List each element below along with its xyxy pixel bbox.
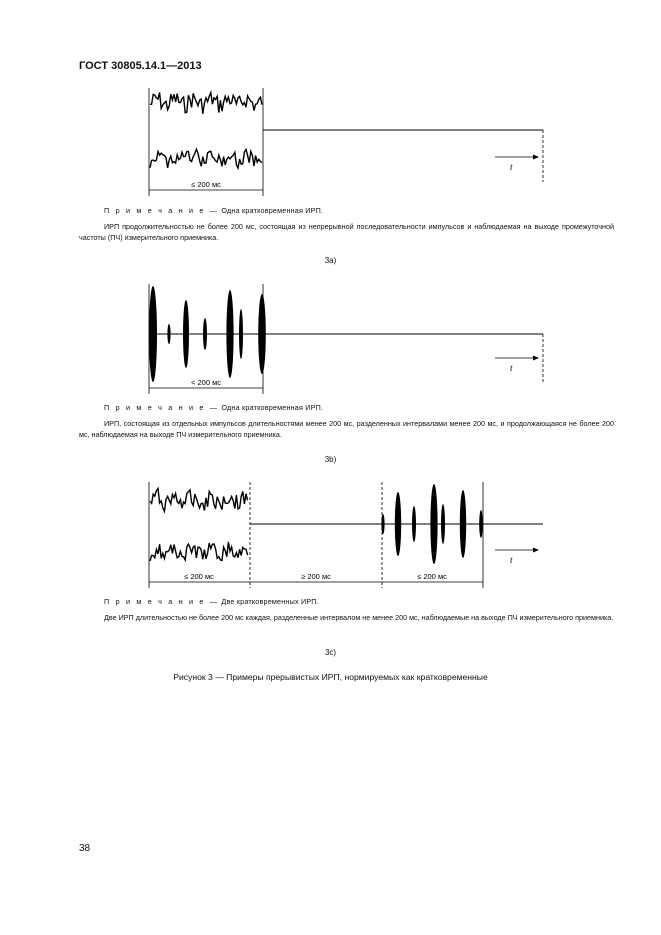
figure-3c-note: П р и м е ч а н и е — Две кратковременных ИРП.: [104, 597, 319, 606]
pulse-burst: [149, 286, 157, 382]
pulse-burst: [381, 514, 384, 534]
pulse-burst: [430, 484, 437, 564]
noise-envelope-upper: [150, 92, 262, 113]
arrow-head: [533, 548, 539, 553]
time-axis-label: t: [510, 555, 513, 565]
arrow-head: [533, 155, 539, 160]
dimension-label: ≤ 200 мс: [184, 572, 214, 581]
document-header: ГОСТ 30805.14.1—2013: [79, 60, 202, 72]
noise-envelope-upper: [150, 489, 248, 512]
dimension-label: < 200 мс: [191, 378, 221, 387]
figure-3c-diagram: [0, 474, 661, 592]
dimension-label: ≤ 200 мс: [191, 180, 221, 189]
figure-3b-note: П р и м е ч а н и е — Одна кратковременная ИРП.: [104, 403, 324, 412]
time-axis-label: t: [510, 162, 513, 172]
figure-3a-sublabel: 3a): [324, 256, 337, 265]
figure-caption: Рисунок 3 — Примеры прерывистых ИРП, нормируемых как кратковременные: [173, 672, 488, 682]
pulse-burst: [226, 290, 233, 378]
pulse-burst: [441, 504, 445, 544]
figure-3c-description: Две ИРП длительностью не более 200 мс каждая, разделенные интервалом не менее 200 мс, наблюдаемые на выходе ПЧ измерительного приемника.: [104, 613, 614, 622]
figure-3c-sublabel: 3c): [324, 648, 337, 657]
time-axis-label: t: [510, 363, 513, 373]
pulse-burst: [479, 510, 483, 538]
pulse-burst: [395, 492, 401, 556]
pulse-burst: [203, 318, 207, 350]
pulse-burst: [460, 490, 466, 558]
pulse-burst: [183, 300, 189, 368]
figure-3a-diagram: [0, 80, 661, 200]
page-number: 38: [79, 843, 91, 854]
figure-3b-sublabel: 3b): [324, 455, 337, 464]
dimension-label: ≤ 200 мс: [417, 572, 447, 581]
noise-envelope-lower: [150, 149, 262, 168]
figure-3b-diagram: [0, 276, 661, 398]
arrow-head: [533, 356, 539, 361]
noise-envelope-lower: [150, 542, 248, 561]
pulse-burst: [167, 324, 170, 344]
pulse-burst: [412, 506, 416, 542]
figure-3a-note: П р и м е ч а н и е — Одна кратковременная ИРП.: [104, 206, 324, 215]
figure-3a-description: ИРП продолжительностью не более 200 мс, состоящая из непрерывной последовательности импульсов и наблюдаемая на выходе промежуточной частоты (ПЧ) измерительного приемника.: [79, 222, 614, 242]
pulse-burst: [239, 309, 243, 359]
figure-3b-description: ИРП, состоящая из отдельных импульсов длительностями менее 200 мс, разделенных интервалами менее 200 мс, и продолжающаяся не более 200 мс, наблюдаемая на выходе ПЧ измерительного приемника.: [79, 419, 614, 439]
pulse-burst: [258, 294, 266, 374]
dimension-label: ≥ 200 мс: [301, 572, 331, 581]
